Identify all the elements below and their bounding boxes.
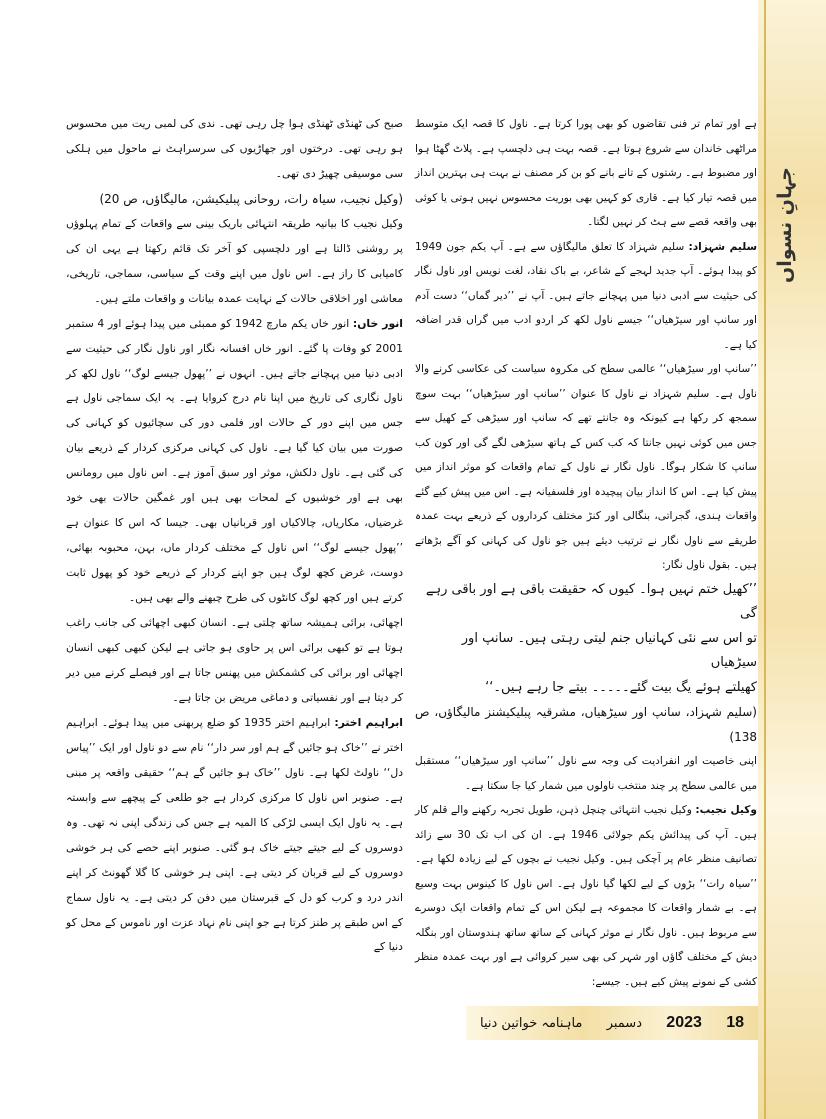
magazine-name: ماہنامہ خواتین دنیا: [480, 1015, 583, 1031]
paragraph: وکیل نجیب: وکیل نجیب انتہائی چنچل ذہن، طویل تجربہ رکھنے والے قلم کار ہیں۔ آپ کی پیدائش یکم جولائی 1946 ہے۔ ان کی اب تک 30 سے زائد تصانیف منظر عام پر آچکی ہیں۔ وکیل نجیب نے بچوں کے لیے زیادہ لکھا ہے۔ ’’سیاہ رات‘‘ بڑوں کے لیے لکھا گیا ناول ہے۔ اس ناول کا کینوس بہت وسیع ہے۔ بے شمار واقعات کا مجموعہ ہے لیکن اس کے تمام واقعات ایک دوسرے سے مربوط ہیں۔ ناول نگار نے موثر کہانی کے ساتھ ساتھ ہندوستان اور بنگلہ دیش کے مختلف گاؤں اور شہر کی بھی سیر کروائی ہے اور بہت عمدہ منظر کشی کے نمونے پیش کیے ہیں۔ جیسے:: [415, 804, 757, 988]
author-heading: سلیم شہزاد:: [688, 240, 757, 253]
quote-paragraph: صبح کی ٹھنڈی ٹھنڈی ہوا چل رہی تھی۔ ندی کی لمبی ریت میں محسوس ہو رہی تھی۔ درختوں اور جھاڑیوں کی سرسراہٹ نے ماحول میں ہلکی سی موسیقی چھیڑ دی تھی۔: [66, 117, 403, 180]
author-heading: وکیل نجیب:: [695, 804, 757, 816]
quote-line: کھیلتے ہوئے یگ بیت گئے۔۔۔۔۔ بیتے جا رہے ہیں۔‘‘: [485, 679, 757, 695]
paragraph: سلیم شہزاد: سلیم شہزاد کا تعلق مالیگاؤں سے ہے۔ آپ یکم جون 1949 کو پیدا ہوئے۔ آپ جدید لہجے کے شاعر، بے باک نقاد، لغت نویس اور ناول نگار کی حیثیت سے ادبی دنیا میں پہچانے جاتے ہیں۔ آپ نے ’’دیر گماں‘‘ دست آدم اور سانپ اور سیڑھیاں‘‘ جیسے ناول لکھ کر اردو ادب میں گراں قدر اضافہ کیا ہے۔: [415, 240, 757, 351]
issue-month: دسمبر: [606, 1015, 642, 1031]
paragraph: اچھائی، برائی ہمیشہ ساتھ چلتی ہے۔ انسان کبھی اچھائی کی جانب راغب ہوتا ہے تو کبھی برائی اس پر حاوی ہو جاتی ہے لیکن کبھی کبھی انسان اچھائی اور برائی کی کشمکش میں پھنس جاتا ہے اور فیصلے کرنے میں دیر کر دیتا ہے اور نفسیاتی و دماغی مریض بن جاتا ہے۔: [66, 616, 403, 704]
section-title: جہانِ نسواں: [774, 167, 796, 283]
paragraph: وکیل نجیب کا بیانیہ طریقہ انتہائی باریک بینی سے واقعات کے تمام پہلوؤں پر روشنی ڈالتا ہے اور دلچسپی کو آخر تک قائم رکھتا ہے یہی ان کی کامیابی کا راز ہے۔ اس ناول میں اپنے وقت کے سیاسی، سماجی، تاریخی، معاشی اور اخلاقی حالات کے نہایت عمدہ بیانات و واقعات ملتے ہیں۔: [66, 216, 403, 305]
paragraph: ’’سانپ اور سیڑھیاں‘‘ عالمی سطح کی مکروہ سیاست کی عکاسی کرنے والا ناول ہے۔ سلیم شہزاد نے ناول کا عنوان ’’سانپ اور سیڑھیاں‘‘ بہت سوچ سمجھ کر رکھا ہے کیونکہ وہ جانتے تھے کہ سانپ اور سیڑھی کے کھیل سے جس میں کوئی نہیں جانتا کہ کب کس کے ہاتھ سیڑھی لگے گی اور کون کب سانپ کا شکار ہوگا۔ ناول نگار نے ناول کے تمام واقعات کو موثر انداز میں پیش کیا ہے۔ اس کا انداز بیان پیچیدہ اور فلسفیانہ ہے۔ اس میں پیش کیے گئے واقعات ہندی، گجراتی، بنگالی اور کنڑ مختلف کرداروں کے ذریعے بہت عمدہ طریقے سے ناول نگار نے ترتیب دیئے ہیں جو ناول کی کہانی کو آگے بڑھاتے ہیں۔ بقول ناول نگار:: [415, 363, 757, 571]
quote-line: تو اس سے نئی کہانیاں جنم لیتی رہتی ہیں۔ سانپ اور سیڑھیاں: [461, 630, 757, 670]
issue-year: 2023: [666, 1014, 702, 1031]
author-heading: ابراہیم اختر:: [334, 715, 403, 729]
author-heading: انور خاں:: [352, 316, 403, 330]
paragraph: اپنی خاصیت اور انفرادیت کی وجہ سے ناول ’’سانپ اور سیڑھیاں‘‘ مستقبل میں عالمی سطح پر چند منتخب ناولوں میں شمار کیا جا سکتا ہے۔: [415, 755, 757, 792]
citation: (سلیم شہزاد، سانپ اور سیڑھیاں، مشرقیہ پبلیکیشنز مالیگاؤں، ص 138): [415, 705, 757, 744]
citation: (وکیل نجیب، سیاہ رات، روحانی پبلیکیشن، مالیگاؤں، ص 20): [99, 191, 403, 206]
paragraph: ہے اور تمام تر فنی تقاضوں کو بھی پورا کرتا ہے۔ ناول کا قصہ ایک متوسط مراٹھی خاندان سے شروع ہوتا ہے۔ قصہ بہت ہی دلچسپ ہے۔ پلاٹ گھٹا ہوا اور مضبوط ہے۔ رشتوں کے تانے بانے کو بن کر مصنف نے بہت ہی بہترین انداز میں قصہ تیار کیا ہے۔ قاری کو کہیں بھی بوریت محسوس نہیں ہوتی یا کوئی بھی واقعہ قصے سے ہٹ کر نہیں لگتا۔: [415, 118, 757, 228]
page-number: 18: [726, 1014, 744, 1031]
paragraph: انور خاں: انور خاں یکم مارچ 1942 کو ممبئی میں پیدا ہوئے اور 4 ستمبر 2001 کو وفات پا گئے۔ انور خاں افسانہ نگار اور ناول نگار کی حیثیت سے ادبی دنیا میں پہچانے جاتے ہیں۔ انہوں نے ’’پھول جیسے لوگ‘‘ ناول لکھ کر ناول نگاری کی تاریخ میں اپنا نام درج کروایا ہے۔ یہ ایک سماجی ناول ہے جس میں اپنے دور کے حالات اور فلمی دور کی سچائیوں کو کہانی کی صورت میں بیان کیا گیا ہے۔ ناول کی کہانی مرکزی کردار کے ذریعے بیان کی گئی ہے۔ ناول دلکش، موثر اور سبق آموز ہے۔ اس ناول میں رومانس بھی ہے اور خوشیوں کے لمحات بھی ہیں اور غمگین حالات بھی خود غرضیاں، مکاریاں، چالاکیاں اور قربانیاں بھی۔ جیسا کہ اس کا عنوان ہے ’’پھول جیسے لوگ‘‘ اس ناول کے مختلف کردار ماں، بہن، محبوبہ بھائی، دوست، غرض کچھ لوگ ہیں جو اپنے کردار کے ذریعے خود کو پھول ثابت کرتے ہیں اور کچھ لوگ کانٹوں کی طرح چبھنے والے بھی ہیں۔: [66, 316, 403, 605]
left-column: [66, 112, 403, 960]
page-footer: [466, 1006, 758, 1040]
paragraph: ابراہیم اختر: ابراہیم اختر 1935 کو ضلع پربھنی میں پیدا ہوئے۔ ابراہیم اختر نے ’’خاک ہو جائیں گے ہم اور سر دار‘‘ نام سے دو ناول اور ایک ’’پیاس دل‘‘ ناولٹ لکھا ہے۔ ناول ’’خاک ہو جائیں گے ہم‘‘ حقیقی واقعہ پر مبنی ہے۔ صنوبر اس ناول کا مرکزی کردار ہے جو طلعی کے پیچھے سے وابستہ ہے۔ یہ ناول ایک ایسی لڑکی کا المیہ ہے جس کی زندگی اپنی نہ تھی۔ وہ دوسروں کے لیے جیتے جیتے خاک ہو گئی۔ صنوبر اپنے حصے کی ہر خوشی دوسروں کے لیے قربان کر دیتی ہے۔ اپنی ہر خوشی کا گلا گھونٹ کر اپنے اندر درد و کرب کو دل کے قبرستان میں دفن کر دیتی ہے۔ یہ ناول سماج کے اس طبقے پر طنز کرتا ہے جو اپنی نام نہاد عزت اور ناموس کے محل کو دنیا کے: [66, 715, 403, 954]
quote-line: ’’کھیل ختم نہیں ہوا۔ کیوں کہ حقیقت باقی ہے اور باقی رہے گی: [425, 581, 757, 621]
right-column: [415, 112, 757, 994]
